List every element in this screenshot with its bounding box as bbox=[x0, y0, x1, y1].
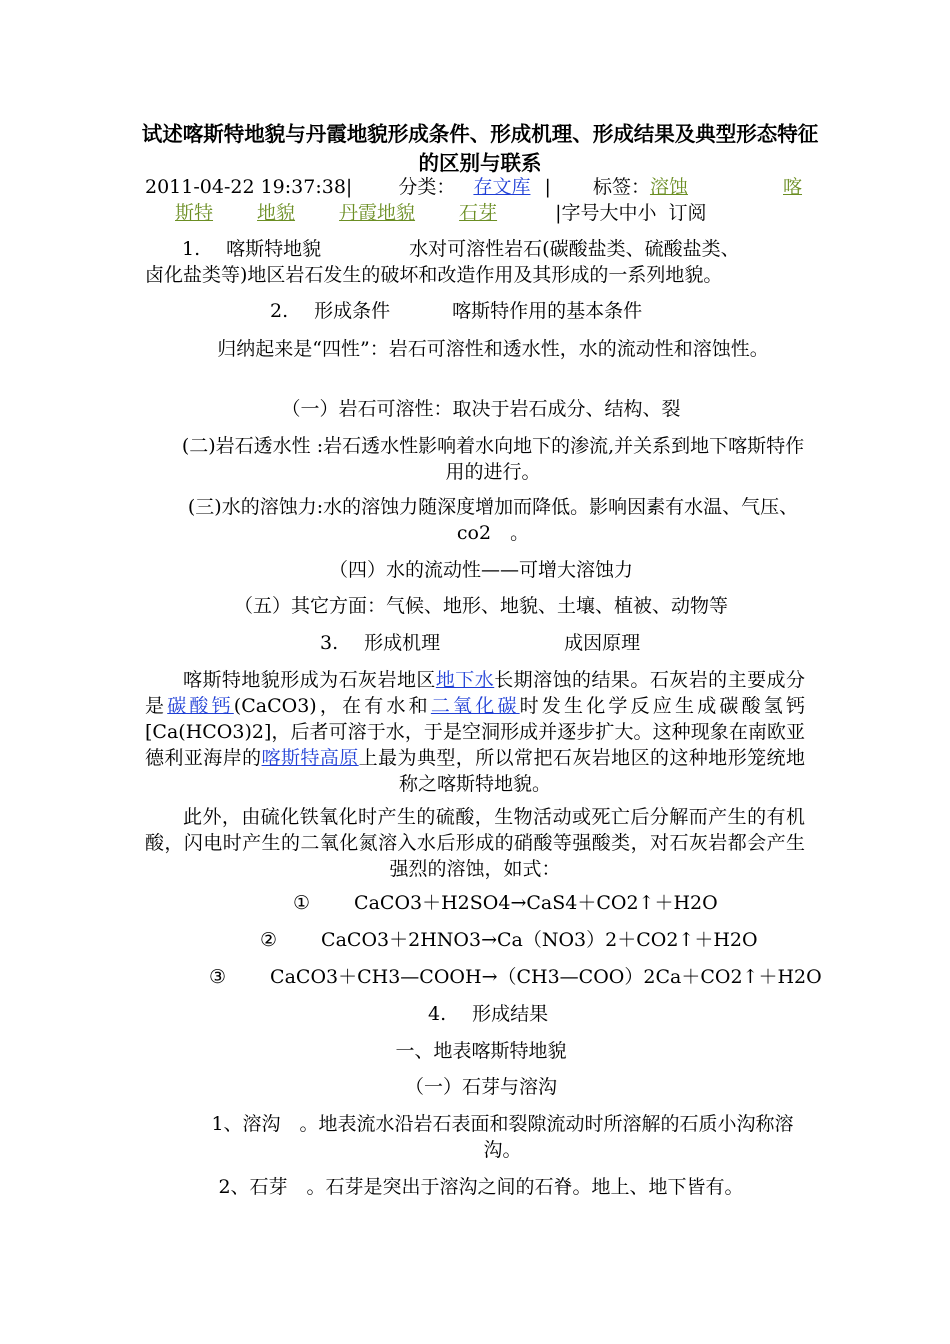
category-link[interactable]: 存文库 bbox=[473, 176, 531, 198]
equation-mark: ① bbox=[293, 892, 311, 914]
summary-paragraph: 归纳起来是“四性”：岩石可溶性和透水性，水的流动性和溶蚀性。 bbox=[217, 338, 769, 360]
section-number: 1. bbox=[182, 238, 201, 260]
link-groundwater[interactable]: 地下水 bbox=[435, 669, 495, 691]
equation-formula: CaCO3＋CH3—COOH→（CH3—COO）2Ca＋CO2↑＋H2O bbox=[270, 966, 822, 988]
equation-line bbox=[209, 964, 822, 990]
section-number: 2. bbox=[270, 300, 289, 322]
section-subheading: 喀斯特作用的基本条件 bbox=[452, 300, 643, 322]
subsection-heading: （一）石芽与溶沟 bbox=[404, 1076, 557, 1098]
section-1-line-2: 卤化盐类等)地区岩石发生的破坏和改造作用及其形成的一系列地貌。 bbox=[145, 264, 723, 286]
link-carbon-dioxide[interactable]: 二氧化碳 bbox=[430, 695, 520, 717]
paragraph-text: 上最为典型，所以常把石灰岩地区的这种地形笼统地称之喀斯特地貌。 bbox=[358, 747, 805, 795]
tag-link[interactable]: 石芽 bbox=[459, 202, 498, 224]
mechanism-paragraph bbox=[145, 667, 805, 797]
paragraph-text: 长期溶蚀的结果。石灰岩的主要成分是 bbox=[145, 669, 805, 717]
meta-line bbox=[145, 174, 688, 200]
section-heading: 形成机理 bbox=[364, 632, 441, 654]
equation-line bbox=[293, 890, 718, 916]
paragraph-text: 喀斯特地貌形成为石灰岩地区 bbox=[183, 669, 436, 691]
tags-label: 标签： bbox=[592, 176, 650, 198]
section-2-line bbox=[270, 298, 642, 324]
separator: | bbox=[544, 176, 551, 198]
section-subheading: 成因原理 bbox=[564, 632, 641, 654]
paragraph-text: (CaCO3)，在有水和 bbox=[233, 695, 431, 717]
result-item: 2、石芽 。石芽是突出于溶沟之间的石脊。地上、地下皆有。 bbox=[218, 1176, 744, 1198]
equation-formula: CaCO3＋H2SO4→CaS4＋CO2↑＋H2O bbox=[354, 892, 718, 914]
post-datetime: 2011-04-22 19:37:38 bbox=[145, 176, 346, 198]
paragraph-text: 时发生化学反应生成碳酸氢钙[Ca(HCO3)2]，后者可溶于水，于是空洞形成并逐步扩大。这种现象在南欧亚德利亚海岸的 bbox=[145, 695, 805, 769]
section-text: 水对可溶性岩石(碳酸盐类、硫酸盐类、 bbox=[409, 238, 740, 260]
section-3-line bbox=[320, 630, 640, 656]
category-label: 分类： bbox=[398, 176, 456, 198]
condition-item: (二)岩石透水性 :岩石透水性影响着水向地下的渗流,并关系到地下喀斯特作用的进行。 bbox=[181, 435, 805, 483]
equation-mark: ③ bbox=[209, 966, 227, 988]
tag-link[interactable]: 喀 bbox=[783, 176, 803, 198]
condition-item: （四）水的流动性——可增大溶蚀力 bbox=[328, 559, 633, 581]
subsection-heading: 一、地表喀斯特地貌 bbox=[395, 1040, 567, 1062]
equation-formula: CaCO3＋2HNO3→Ca（NO3）2＋CO2↑＋H2O bbox=[321, 929, 758, 951]
section-heading: 形成条件 bbox=[314, 300, 391, 322]
tag-link[interactable]: 丹霞地貌 bbox=[339, 202, 416, 224]
condition-item: (三)水的溶蚀力:水的溶蚀力随深度增加而降低。影响因素有水温、气压、co2 。 bbox=[187, 496, 799, 544]
section-number: 4. bbox=[428, 1003, 447, 1025]
article-title: 试述喀斯特地貌与丹霞地貌形成条件、形成机理、形成结果及典型形态特征的区别与联系 bbox=[141, 122, 819, 175]
condition-item: （一）岩石可溶性：取决于岩石成分、结构、裂 bbox=[281, 398, 681, 420]
font-size-options[interactable]: |字号大中小 bbox=[555, 202, 657, 224]
tag-link[interactable]: 溶蚀 bbox=[649, 176, 688, 198]
section-heading: 喀斯特地貌 bbox=[226, 238, 322, 260]
meta-tag-wrap bbox=[783, 174, 802, 200]
tag-link[interactable]: 地貌 bbox=[257, 202, 296, 224]
equation-mark: ② bbox=[260, 929, 278, 951]
link-calcium-carbonate[interactable]: 碳酸钙 bbox=[167, 695, 234, 717]
condition-item: （五）其它方面：气候、地形、地貌、土壤、植被、动物等 bbox=[233, 595, 728, 617]
subscribe-link[interactable]: 订阅 bbox=[668, 202, 707, 224]
separator: | bbox=[345, 176, 353, 198]
section-1-line bbox=[182, 236, 740, 262]
section-4-line bbox=[428, 1001, 548, 1027]
section-heading: 形成结果 bbox=[472, 1003, 549, 1025]
equation-line bbox=[260, 927, 758, 953]
acid-paragraph: 此外，由硫化铁氧化时产生的硫酸，生物活动或死亡后分解而产生的有机酸，闪电时产生的二氧化氮溶入水后形成的硝酸等强酸类，对石灰岩都会产生强烈的溶蚀，如式： bbox=[145, 806, 805, 880]
result-item: 1、溶沟 。地表流水沿岩石表面和裂隙流动时所溶解的石质小沟称溶沟。 bbox=[211, 1113, 794, 1161]
link-karst-plateau[interactable]: 喀斯特高原 bbox=[261, 747, 359, 769]
section-number: 3. bbox=[320, 632, 339, 654]
tag-link-continued[interactable]: 斯特 bbox=[175, 202, 214, 224]
meta-line-2 bbox=[175, 200, 706, 226]
